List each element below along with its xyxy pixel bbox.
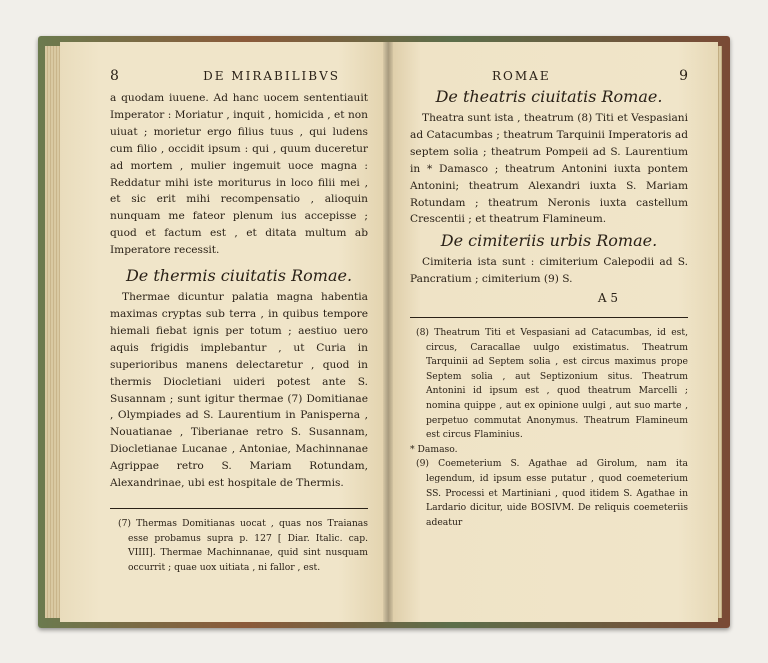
- theatris-heading: De theatris ciuitatis Romae.: [435, 87, 663, 106]
- thermis-heading: De thermis ciuitatis Romae.: [125, 266, 353, 286]
- theatra-paragraph: Theatra sunt ista , theatrum (8) Titi et Vespasiani ad Catacumbas ; theatrum Tarquinii Imperatoris ad septem solia ; theatrum Pompeii ad S. Laurentium in * Damasco ; theatrum Antonini iuxta pontem Antonini; theatrum Alexandri iuxta S. Mariam Rotundam ; theatrum Neronis iuxta castellum Crescentii ; et theatrum Flamineum.: [410, 112, 688, 226]
- left-page: [60, 42, 388, 622]
- left-running-head: [110, 68, 368, 84]
- footnote-9: (9) Coemeterium S. Agathae ad Girolum, nam ita legendum, id ipsum esse putatur , quod coemeterium SS. Processi et Martiniani , quod itidem S. Agathae in Lardario dicitur, uide BOSIVM. De reliquis coemeteriis adeatur: [416, 458, 688, 528]
- left-footnotes: [110, 517, 368, 575]
- right-footnote-rule: [410, 317, 688, 318]
- left-page-number: 8: [110, 68, 119, 84]
- cimiteria-paragraph: Cimiteria ista sunt : cimiterium Calepodii ad S. Pancratium ; cimiterium (9) S.: [410, 256, 688, 286]
- right-body: [410, 88, 688, 307]
- thermae-paragraph: Thermae dicuntur palatia magna habentia maximas cryptas sub terra , in quibus tempore hiemali fiebat ignis per totum ; aestiuo uero aquis frigidis implebantur , ut Curia in superioribus manens delectaretur , quod in thermis Diocletiani uideri potest ante S. Susannam ; sunt igitur thermae (7) Domitianae , Olympiades ad S. Laurentium in Panisperna , Nouatianae , Tiberianae retro S. Susannam, Diocletianae Lucanae , Antoniae, Machinnanae Agrippae retro S. Mariam Rotundam, Alexandrinae, ubi est hospitale de Thermis.: [110, 291, 368, 490]
- footnote-star: * Damaso.: [410, 443, 458, 455]
- book-gutter: [383, 42, 393, 622]
- left-running-title: DE MIRABILIBVS: [203, 69, 340, 83]
- left-footnote-rule: [110, 508, 368, 509]
- page-edges-left: [45, 46, 61, 618]
- right-footnotes: [410, 326, 688, 530]
- footnote-7: (7) Thermas Domitianas uocat , quas nos Traianas esse probamus supra p. 127 [ Diar. Italic. cap. VIIII]. Thermae Machinnanae, quid sint nusquam occurrit ; quae uox uitiata , ni fallor , est.: [118, 517, 368, 573]
- left-body: [110, 90, 368, 492]
- footnote-8: (8) Theatrum Titi et Vespasiani ad Catacumbas, id est, circus, Caracallae uulgo existimatus. Theatrum Tarquinii ad Septem solia , est circus maximus prope Septem solia , aut Septizonium situs. Theatrum Antonini id ipsum est , quod theatrum Marcelli ; nomina quippe , aut ex opinione uulgi , aut suo marte , perpetuo commutat Anonymus. Theatrum Flamineum est circus Flaminius.: [416, 327, 688, 441]
- right-page-number: 9: [679, 68, 688, 84]
- right-page: [388, 42, 718, 622]
- right-running-head: [410, 68, 688, 84]
- cimiteriis-heading: De cimiteriis urbis Romae.: [440, 231, 658, 251]
- intro-paragraph: a quodam iuuene. Ad hanc uocem sententiauit Imperator : Moriatur , inquit , homicida , et non uiuat ; morietur ergo filius tuus , qui ludens cum filio , occidit ipsum : qui , quum duceretur ad mortem , mulier ingemuit uoce magna : Reddatur mihi iste moriturus in loco filii mei , et sic erit mihi recompensatio , alioquin nunquam me fateor plenum ius accepisse ; quod et factum est , et ditata multum ab Imperatore recessit.: [110, 92, 368, 257]
- right-running-title: ROMAE: [492, 69, 551, 83]
- signature-mark: A 5: [597, 291, 618, 306]
